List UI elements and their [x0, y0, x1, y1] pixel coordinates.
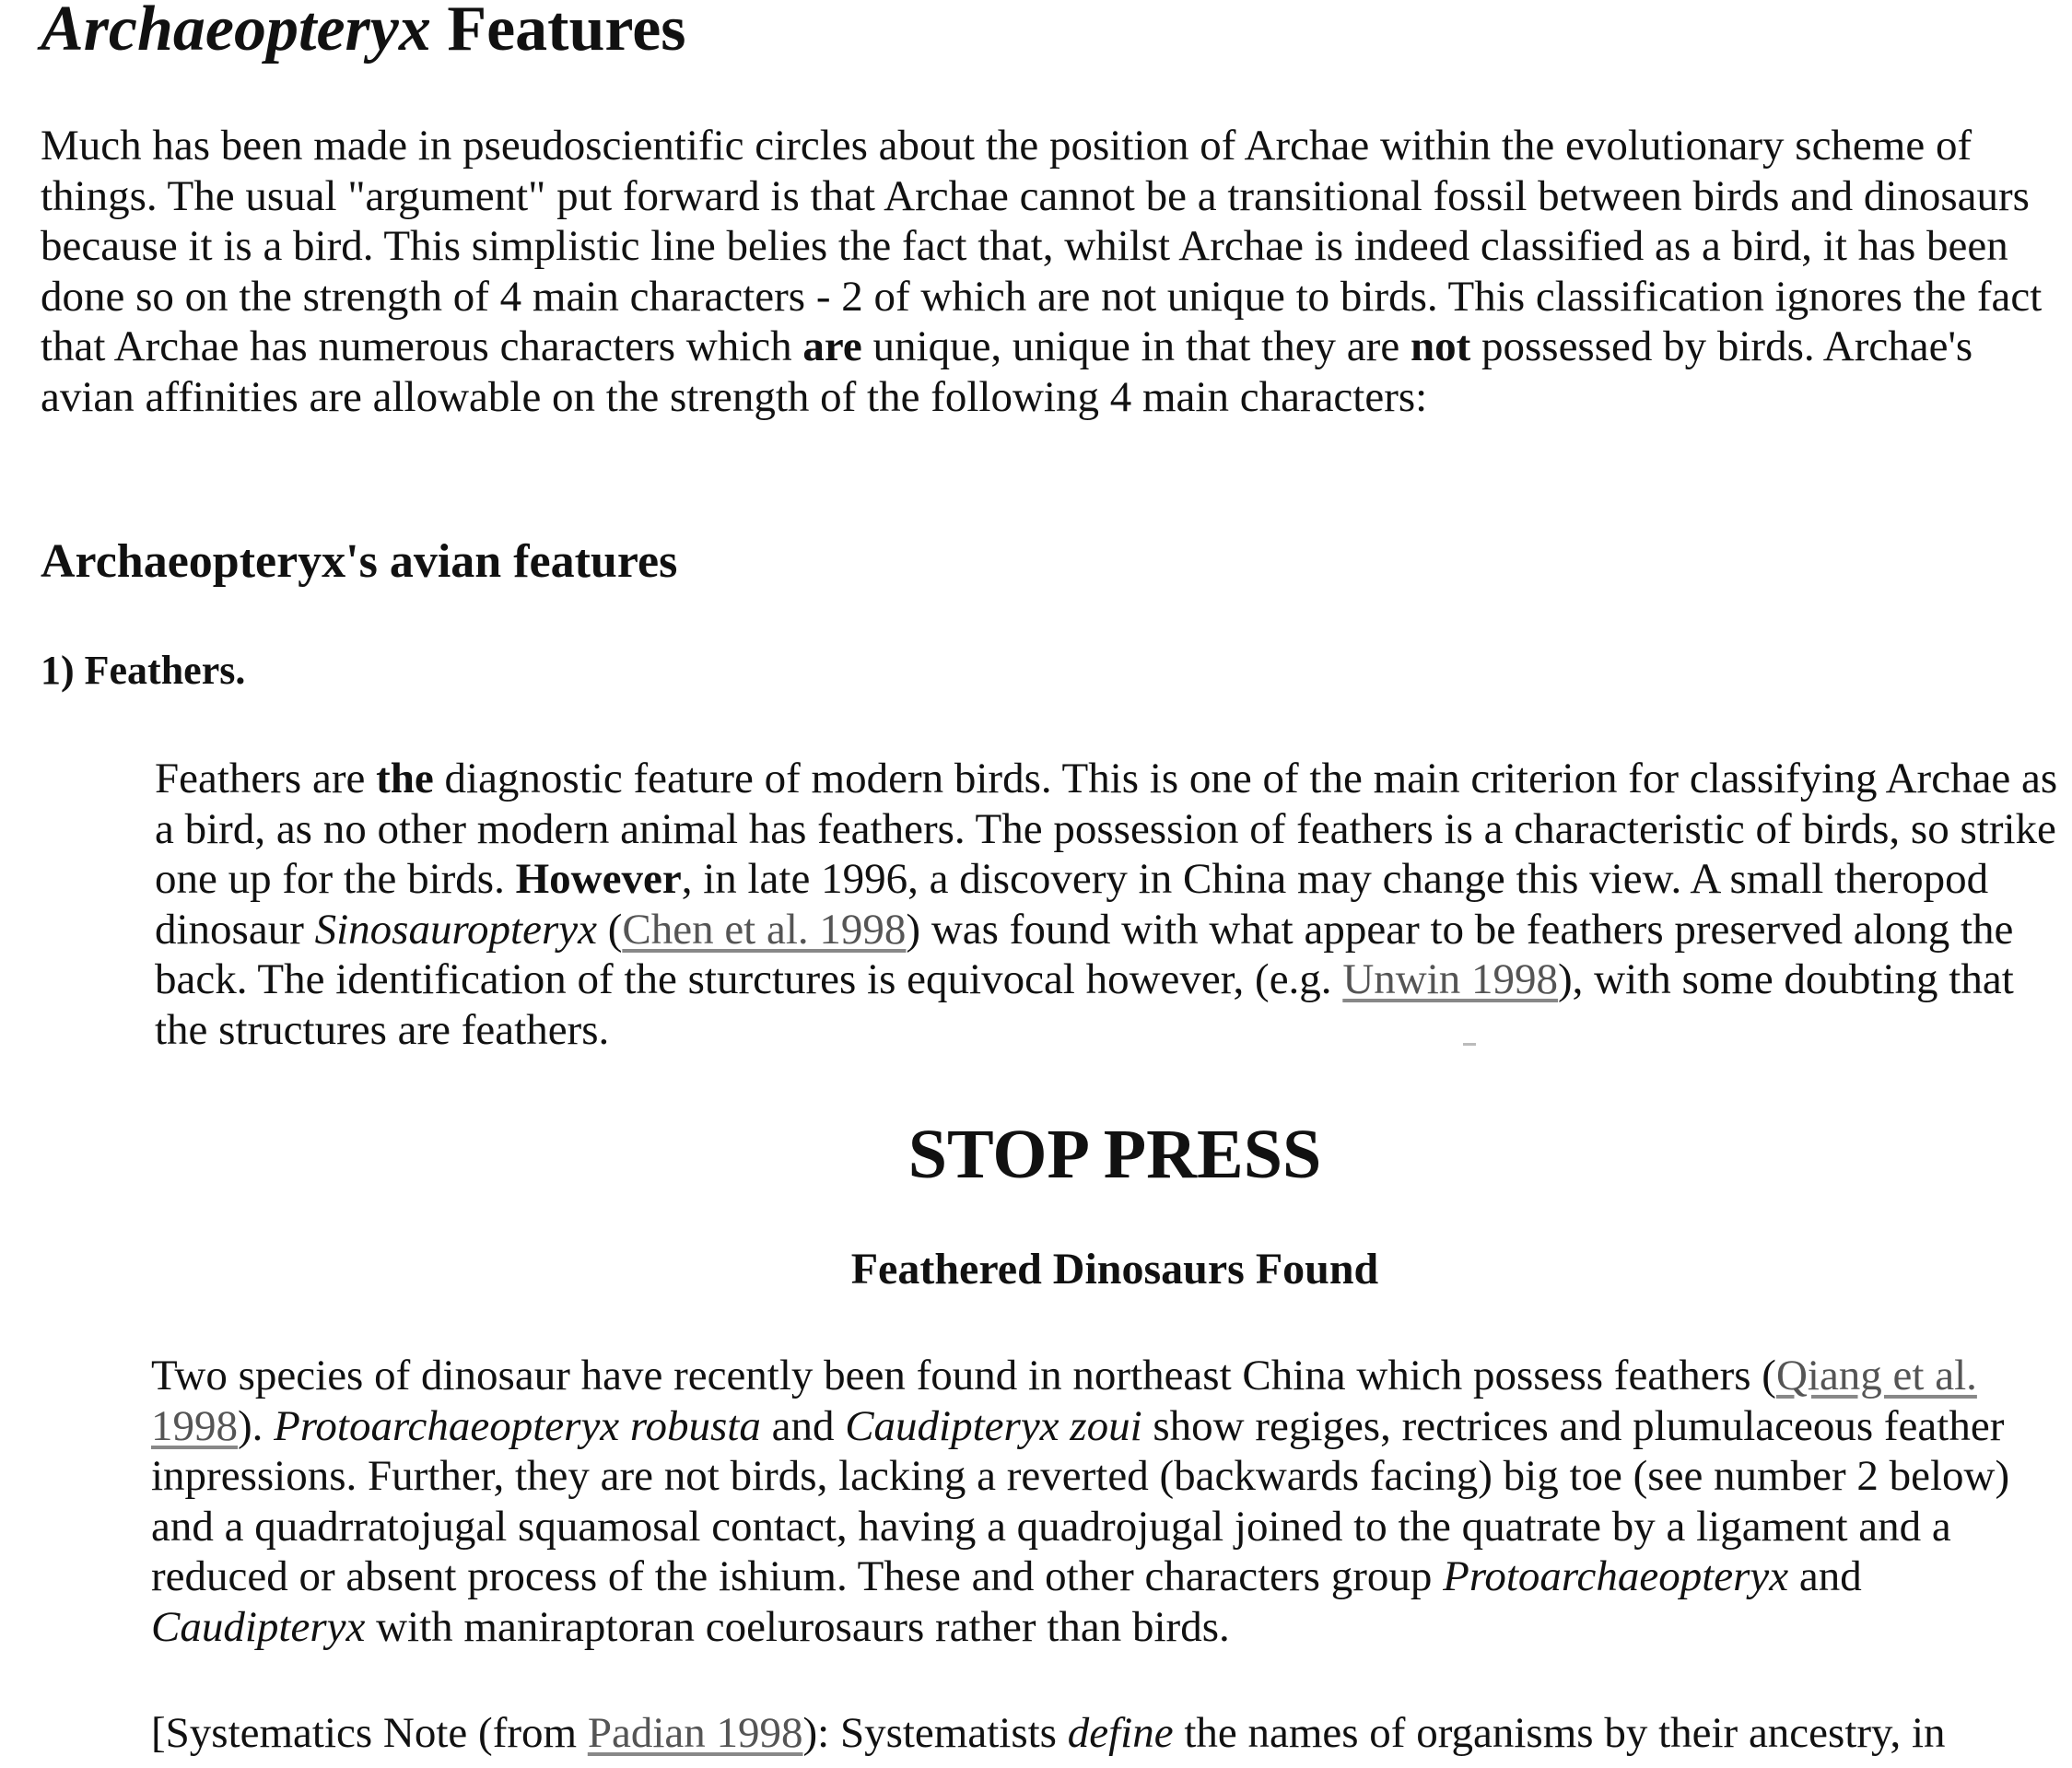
stop-text-5: and — [1788, 1552, 1862, 1600]
page-title — [41, 0, 686, 66]
citation-link-unwin[interactable]: Unwin 1998 — [1342, 955, 1559, 1003]
stop-press-paragraph — [151, 1351, 2066, 1652]
scan-speck — [1463, 1043, 1476, 1046]
intro-text-3: possessed by birds. Archae's avian affinities are allowable on the strength of the following 4 main characters: — [41, 322, 1973, 421]
intro-bold-not: not — [1410, 322, 1471, 370]
stop-press-subheading: Feathered Dinosaurs Found — [850, 1245, 1379, 1294]
section-heading: Archaeopteryx's avian features — [41, 535, 678, 588]
stop-italic-1: Protoarchaeopteryx robusta — [274, 1401, 761, 1450]
feathers-text-5: ) was found with what appear to be feathers preserved along the back. The identification of the sturctures is equivocal however, (e.g. — [155, 905, 2014, 1003]
stop-text-4: show regiges, rectrices and plumulaceous feather inpressions. Further, they are not birds, lacking a reverted (backwards facing) big toe (see number 2 below) and a quadrratojugal squamosal contact, having a quadrojugal joined to the quatrate by a ligament and a reduced or absent process of the ishium. These and other characters group — [151, 1401, 2010, 1600]
sys-text-3: the names of organisms by their ancestry, in — [1173, 1709, 1946, 1757]
citation-link-chen[interactable]: Chen et al. 1998 — [622, 905, 907, 954]
stop-text-2: ). — [238, 1401, 275, 1450]
stop-text-1: Two species of dinosaur have recently been found in northeast China which possess feathers ( — [151, 1352, 1776, 1399]
stop-italic-2: Caudipteryx zoui — [845, 1401, 1142, 1450]
stop-italic-4: Caudipteryx — [151, 1602, 366, 1651]
citation-link-padian[interactable]: Padian 1998 — [587, 1709, 803, 1757]
feathers-paragraph — [155, 754, 2066, 1055]
feathers-text-1: Feathers are — [155, 755, 377, 802]
sys-text-2: ): Systematists — [802, 1709, 1068, 1757]
intro-text-2: unique, unique in that they are — [861, 322, 1411, 370]
feathers-italic-species: Sinosauropteryx — [314, 905, 597, 954]
feathers-text-4: ( — [596, 905, 623, 954]
feathers-text-2: diagnostic feature of modern birds. This is one of the main criterion for classifying Archae as a bird, as no other modern animal has feathers. The possession of feathers is a characteristic of birds, so strike one up for the birds. — [155, 755, 2058, 903]
title-rest: Features — [430, 0, 686, 64]
feathers-text-3: , in late 1996, a discovery in China may change this view. A small theropod dinosaur — [155, 855, 1989, 954]
stop-text-3: and — [760, 1401, 846, 1450]
intro-text-1: Much has been made in pseudoscientific circles about the position of Archae within the evolutionary scheme of things. The usual "argument" put forward is that Archae cannot be a transitional fossil between birds and dinosaurs because it is a bird. This simplistic line belies the fact that, whilst Archae is indeed classified as a bird, it has been done so on the strength of 4 main characters - 2 of which are not unique to birds. This classification ignores the fact that Archae has numerous characters which — [41, 122, 2043, 370]
sys-italic-define: define — [1067, 1709, 1174, 1757]
stop-press-banner: STOP PRESS — [907, 1116, 1322, 1193]
sys-text-1: [Systematics Note (from — [151, 1709, 588, 1757]
intro-paragraph — [41, 121, 2067, 422]
stop-text-6: with maniraptoran coelurosaurs rather than birds. — [365, 1602, 1230, 1651]
title-italic-part: Archaeopteryx — [41, 0, 431, 64]
systematics-note — [151, 1708, 2071, 1759]
citation-link-qiang[interactable]: Qiang et al. 1998 — [151, 1352, 1977, 1450]
feathers-text-6: ), with some doubting that the structures are feathers. — [155, 955, 2014, 1054]
feathers-bold-however: However — [515, 855, 682, 903]
feathers-bold-the: the — [376, 755, 434, 802]
feathers-heading: 1) Feathers. — [41, 648, 246, 693]
intro-bold-are: are — [802, 322, 862, 370]
stop-italic-3: Protoarchaeopteryx — [1443, 1552, 1789, 1600]
